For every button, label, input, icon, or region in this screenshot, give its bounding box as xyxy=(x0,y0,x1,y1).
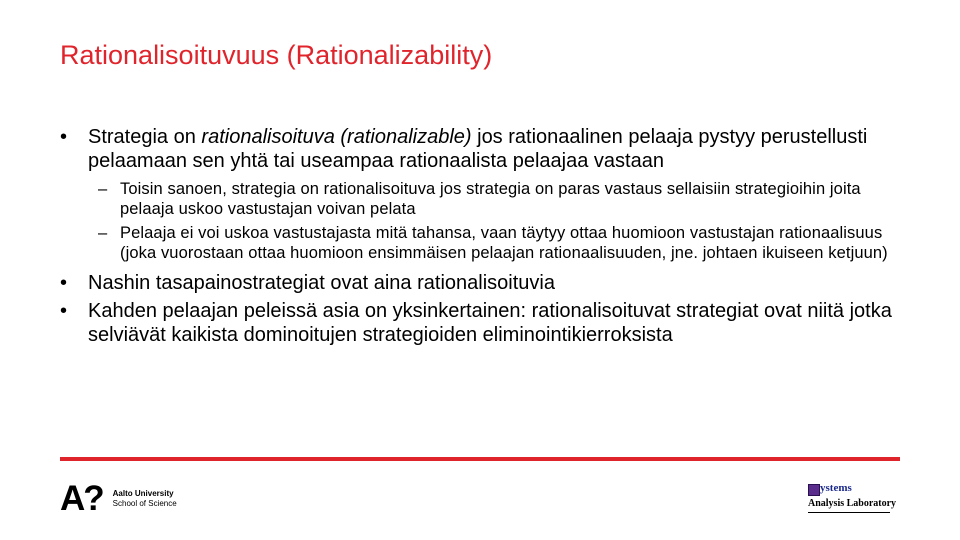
sal-logo-line2: Analysis Laboratory xyxy=(808,498,897,509)
aalto-mark-icon: A? xyxy=(60,479,103,518)
bullet-text: Nashin tasapainostrategiat ovat aina rationalisoituvia xyxy=(88,272,555,294)
bullet-text: Kahden pelaajan peleissä asia on yksinkertainen: rationalisoituvat strategiat ovat niitä jotka selviävät kaikista dominoitujen strategioiden eliminointikierroksista xyxy=(88,300,892,346)
dash-icon: – xyxy=(98,180,108,198)
bullet-item xyxy=(60,271,910,295)
bullet-text: Strategia on xyxy=(88,126,202,148)
bullet-icon: • xyxy=(60,126,68,148)
systems-analysis-lab-logo xyxy=(806,482,906,514)
dash-icon: – xyxy=(98,224,108,242)
sal-logo-line1: ystems xyxy=(820,482,852,494)
sub-bullet-item xyxy=(98,179,910,219)
aalto-school-name: School of Science xyxy=(112,499,177,508)
slide-title: Rationalisoituvuus (Rationalizability) xyxy=(60,40,493,70)
bullet-icon: • xyxy=(60,272,68,294)
bullet-item xyxy=(60,299,910,347)
bullet-icon: • xyxy=(60,300,68,322)
aalto-wordmark xyxy=(113,489,177,509)
sal-logo-icon xyxy=(808,484,820,496)
bullet-item xyxy=(60,125,910,173)
aalto-university-name: Aalto University xyxy=(112,489,174,498)
footer-divider xyxy=(60,457,900,461)
bullet-italic-term: rationalisoituva (rationalizable) xyxy=(201,126,472,148)
slide-content xyxy=(60,125,910,351)
bullet-text: jos rationaalinen pelaaja pystyy perustellusti pelaamaan sen yhtä tai useampaa rationaalista pelaajaa vastaan xyxy=(88,126,868,172)
sal-logo-underline xyxy=(808,512,890,513)
aalto-logo xyxy=(60,479,177,518)
sub-bullet-list xyxy=(98,179,910,263)
sub-bullet-item xyxy=(98,223,910,263)
sub-bullet-text: Pelaaja ei voi uskoa vastustajasta mitä tahansa, vaan täytyy ottaa huomioon vastustajan rationaalisuus (joka vuorostaan ottaa huomioon ensimmäisen pelaajan rationaalisuuden, jne. johtaen ikuiseen ketjuun) xyxy=(120,224,888,262)
sub-bullet-text: Toisin sanoen, strategia on rationalisoituva jos strategia on paras vastaus sellaisiin strategioihin joita pelaaja uskoo vastustajan voivan pelata xyxy=(120,180,861,218)
